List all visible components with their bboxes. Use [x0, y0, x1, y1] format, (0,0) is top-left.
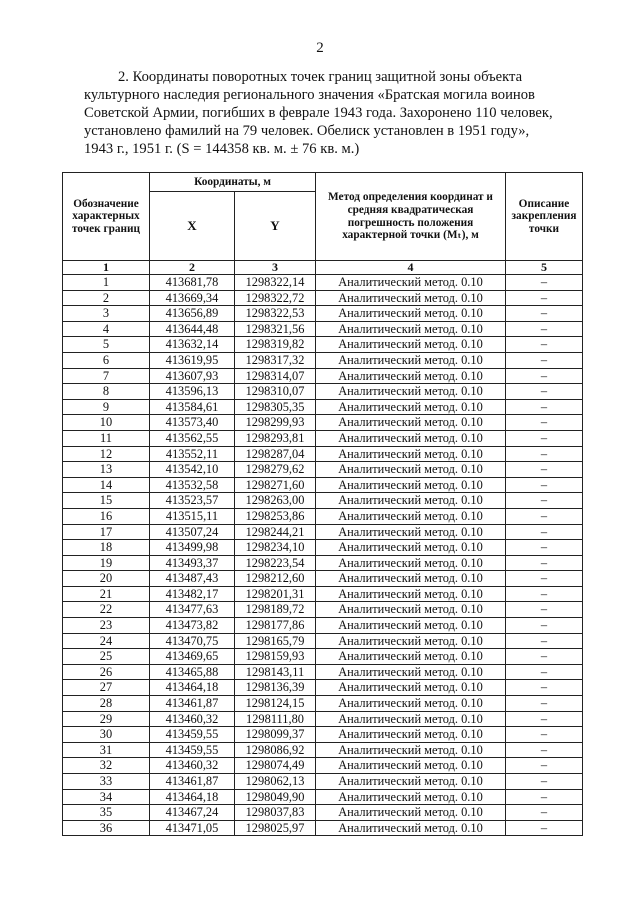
y-coordinate-cell: 1298212,60: [235, 571, 316, 587]
method-cell: Аналитический метод. 0.10: [316, 664, 506, 680]
x-coordinate-cell: 413632,14: [150, 337, 235, 353]
x-coordinate-cell: 413619,95: [150, 352, 235, 368]
y-coordinate-cell: 1298299,93: [235, 415, 316, 431]
point-number-cell: 17: [63, 524, 150, 540]
y-coordinate-cell: 1298037,83: [235, 805, 316, 821]
table-row: [63, 774, 583, 790]
description-cell: –: [506, 680, 583, 696]
x-coordinate-cell: 413487,43: [150, 571, 235, 587]
method-cell: Аналитический метод. 0.10: [316, 493, 506, 509]
point-number-cell: 10: [63, 415, 150, 431]
y-coordinate-cell: 1298099,37: [235, 727, 316, 743]
y-coordinate-cell: 1298319,82: [235, 337, 316, 353]
x-coordinate-cell: 413523,57: [150, 493, 235, 509]
x-coordinate-cell: 413461,87: [150, 696, 235, 712]
description-cell: –: [506, 275, 583, 291]
page-number: 2: [316, 40, 324, 56]
x-coordinate-cell: 413469,65: [150, 649, 235, 665]
table-row: [63, 524, 583, 540]
x-coordinate-cell: 413584,61: [150, 399, 235, 415]
point-number-cell: 31: [63, 742, 150, 758]
method-cell: Аналитический метод. 0.10: [316, 758, 506, 774]
table-row: [63, 508, 583, 524]
description-cell: –: [506, 493, 583, 509]
method-cell: Аналитический метод. 0.10: [316, 680, 506, 696]
table-row: [63, 633, 583, 649]
point-number-cell: 19: [63, 555, 150, 571]
point-number-cell: 24: [63, 633, 150, 649]
method-cell: Аналитический метод. 0.10: [316, 805, 506, 821]
table-row: [63, 352, 583, 368]
point-number-cell: 9: [63, 399, 150, 415]
description-cell: –: [506, 368, 583, 384]
method-cell: Аналитический метод. 0.10: [316, 696, 506, 712]
table-row: [63, 477, 583, 493]
point-number-cell: 11: [63, 430, 150, 446]
description-cell: –: [506, 618, 583, 634]
description-cell: –: [506, 633, 583, 649]
y-coordinate-cell: 1298271,60: [235, 477, 316, 493]
method-cell: Аналитический метод. 0.10: [316, 306, 506, 322]
method-cell: Аналитический метод. 0.10: [316, 540, 506, 556]
method-cell: Аналитический метод. 0.10: [316, 602, 506, 618]
table-row: [63, 306, 583, 322]
description-cell: –: [506, 462, 583, 478]
y-coordinate-cell: 1298234,10: [235, 540, 316, 556]
x-coordinate-cell: 413681,78: [150, 275, 235, 291]
coordinates-table: [62, 172, 583, 836]
description-cell: –: [506, 602, 583, 618]
x-coordinate-cell: 413499,98: [150, 540, 235, 556]
y-coordinate-cell: 1298124,15: [235, 696, 316, 712]
table-row: [63, 384, 583, 400]
y-coordinate-cell: 1298317,32: [235, 352, 316, 368]
paragraph-line: 2. Координаты поворотных точек границ защитной зоны объекта: [118, 69, 523, 85]
description-cell: –: [506, 446, 583, 462]
y-coordinate-cell: 1298322,53: [235, 306, 316, 322]
table-row: [63, 742, 583, 758]
method-cell: Аналитический метод. 0.10: [316, 399, 506, 415]
table-row: [63, 711, 583, 727]
table-row: [63, 368, 583, 384]
method-cell: Аналитический метод. 0.10: [316, 633, 506, 649]
description-cell: –: [506, 477, 583, 493]
y-coordinate-cell: 1298159,93: [235, 649, 316, 665]
x-coordinate-cell: 413669,34: [150, 290, 235, 306]
table-row: [63, 586, 583, 602]
x-coordinate-cell: 413607,93: [150, 368, 235, 384]
header-method: Метод определения координат и средняя квадратическая погрешность положения характерной точки (Mₜ), м: [316, 173, 506, 261]
table-row: [63, 664, 583, 680]
y-coordinate-cell: 1298111,80: [235, 711, 316, 727]
description-cell: –: [506, 789, 583, 805]
method-cell: Аналитический метод. 0.10: [316, 321, 506, 337]
method-cell: Аналитический метод. 0.10: [316, 368, 506, 384]
paragraph-line: 1943 г., 1951 г. (S = 144358 кв. м. ± 76 кв. м.): [84, 141, 360, 157]
coordinates-description-paragraph: [84, 68, 582, 158]
method-cell: Аналитический метод. 0.10: [316, 290, 506, 306]
point-number-cell: 26: [63, 664, 150, 680]
header-x: X: [150, 192, 235, 261]
point-number-cell: 7: [63, 368, 150, 384]
x-coordinate-cell: 413470,75: [150, 633, 235, 649]
y-coordinate-cell: 1298062,13: [235, 774, 316, 790]
x-coordinate-cell: 413465,88: [150, 664, 235, 680]
point-number-cell: 5: [63, 337, 150, 353]
y-coordinate-cell: 1298136,39: [235, 680, 316, 696]
method-cell: Аналитический метод. 0.10: [316, 820, 506, 836]
method-cell: Аналитический метод. 0.10: [316, 462, 506, 478]
point-number-cell: 15: [63, 493, 150, 509]
point-number-cell: 4: [63, 321, 150, 337]
table-row: [63, 462, 583, 478]
description-cell: –: [506, 290, 583, 306]
method-cell: Аналитический метод. 0.10: [316, 586, 506, 602]
description-cell: –: [506, 352, 583, 368]
table-row: [63, 321, 583, 337]
point-number-cell: 25: [63, 649, 150, 665]
description-cell: –: [506, 742, 583, 758]
table-row: [63, 727, 583, 743]
table-row: [63, 446, 583, 462]
point-number-cell: 13: [63, 462, 150, 478]
paragraph-line: установлено фамилий на 79 человек. Обелиск установлен в 1951 году»,: [84, 123, 530, 139]
method-cell: Аналитический метод. 0.10: [316, 337, 506, 353]
x-coordinate-cell: 413473,82: [150, 618, 235, 634]
point-number-cell: 22: [63, 602, 150, 618]
point-number-cell: 16: [63, 508, 150, 524]
y-coordinate-cell: 1298279,62: [235, 462, 316, 478]
y-coordinate-cell: 1298287,04: [235, 446, 316, 462]
x-coordinate-cell: 413461,87: [150, 774, 235, 790]
method-cell: Аналитический метод. 0.10: [316, 742, 506, 758]
method-cell: Аналитический метод. 0.10: [316, 415, 506, 431]
x-coordinate-cell: 413493,37: [150, 555, 235, 571]
x-coordinate-cell: 413515,11: [150, 508, 235, 524]
point-number-cell: 32: [63, 758, 150, 774]
method-cell: Аналитический метод. 0.10: [316, 508, 506, 524]
point-number-cell: 6: [63, 352, 150, 368]
y-coordinate-cell: 1298165,79: [235, 633, 316, 649]
x-coordinate-cell: 413507,24: [150, 524, 235, 540]
method-cell: Аналитический метод. 0.10: [316, 430, 506, 446]
y-coordinate-cell: 1298074,49: [235, 758, 316, 774]
point-number-cell: 14: [63, 477, 150, 493]
table-row: [63, 415, 583, 431]
header-y: Y: [235, 192, 316, 261]
header-coordinates: Координаты, м: [150, 173, 316, 192]
y-coordinate-cell: 1298310,07: [235, 384, 316, 400]
table-row: [63, 805, 583, 821]
description-cell: –: [506, 524, 583, 540]
x-coordinate-cell: 413596,13: [150, 384, 235, 400]
table-row: [63, 540, 583, 556]
table-row: [63, 758, 583, 774]
method-cell: Аналитический метод. 0.10: [316, 711, 506, 727]
y-coordinate-cell: 1298177,86: [235, 618, 316, 634]
x-coordinate-cell: 413532,58: [150, 477, 235, 493]
point-number-cell: 3: [63, 306, 150, 322]
y-coordinate-cell: 1298322,72: [235, 290, 316, 306]
table-body: [63, 275, 583, 836]
column-number: 3: [235, 261, 316, 275]
y-coordinate-cell: 1298253,86: [235, 508, 316, 524]
description-cell: –: [506, 774, 583, 790]
point-number-cell: 8: [63, 384, 150, 400]
point-number-cell: 30: [63, 727, 150, 743]
y-coordinate-cell: 1298025,97: [235, 820, 316, 836]
description-cell: –: [506, 555, 583, 571]
method-cell: Аналитический метод. 0.10: [316, 524, 506, 540]
table-row: [63, 696, 583, 712]
y-coordinate-cell: 1298314,07: [235, 368, 316, 384]
y-coordinate-cell: 1298321,56: [235, 321, 316, 337]
point-number-cell: 12: [63, 446, 150, 462]
description-cell: –: [506, 571, 583, 587]
y-coordinate-cell: 1298305,35: [235, 399, 316, 415]
table-row: [63, 680, 583, 696]
x-coordinate-cell: 413644,48: [150, 321, 235, 337]
column-number: 2: [150, 261, 235, 275]
x-coordinate-cell: 413542,10: [150, 462, 235, 478]
x-coordinate-cell: 413460,32: [150, 711, 235, 727]
method-cell: Аналитический метод. 0.10: [316, 555, 506, 571]
x-coordinate-cell: 413471,05: [150, 820, 235, 836]
column-number: 5: [506, 261, 583, 275]
method-cell: Аналитический метод. 0.10: [316, 352, 506, 368]
description-cell: –: [506, 820, 583, 836]
point-number-cell: 34: [63, 789, 150, 805]
paragraph-line: Советской Армии, погибших в феврале 1943 года. Захоронено 110 человек,: [84, 105, 553, 121]
paragraph-line: культурного наследия регионального значения «Братская могила воинов: [84, 87, 535, 103]
column-number: 4: [316, 261, 506, 275]
method-cell: Аналитический метод. 0.10: [316, 477, 506, 493]
description-cell: –: [506, 586, 583, 602]
point-number-cell: 36: [63, 820, 150, 836]
method-cell: Аналитический метод. 0.10: [316, 571, 506, 587]
table-row: [63, 649, 583, 665]
point-number-cell: 18: [63, 540, 150, 556]
description-cell: –: [506, 415, 583, 431]
y-coordinate-cell: 1298293,81: [235, 430, 316, 446]
y-coordinate-cell: 1298201,31: [235, 586, 316, 602]
point-number-cell: 35: [63, 805, 150, 821]
method-cell: Аналитический метод. 0.10: [316, 649, 506, 665]
method-cell: Аналитический метод. 0.10: [316, 774, 506, 790]
x-coordinate-cell: 413467,24: [150, 805, 235, 821]
point-number-cell: 28: [63, 696, 150, 712]
x-coordinate-cell: 413552,11: [150, 446, 235, 462]
y-coordinate-cell: 1298322,14: [235, 275, 316, 291]
x-coordinate-cell: 413482,17: [150, 586, 235, 602]
table-row: [63, 555, 583, 571]
point-number-cell: 29: [63, 711, 150, 727]
x-coordinate-cell: 413562,55: [150, 430, 235, 446]
point-number-cell: 33: [63, 774, 150, 790]
method-cell: Аналитический метод. 0.10: [316, 618, 506, 634]
point-number-cell: 21: [63, 586, 150, 602]
point-number-cell: 20: [63, 571, 150, 587]
table-row: [63, 290, 583, 306]
x-coordinate-cell: 413459,55: [150, 727, 235, 743]
point-number-cell: 27: [63, 680, 150, 696]
x-coordinate-cell: 413573,40: [150, 415, 235, 431]
header-point-designation: Обозначение характерных точек границ: [63, 173, 150, 261]
method-cell: Аналитический метод. 0.10: [316, 727, 506, 743]
description-cell: –: [506, 321, 583, 337]
y-coordinate-cell: 1298189,72: [235, 602, 316, 618]
method-cell: Аналитический метод. 0.10: [316, 446, 506, 462]
description-cell: –: [506, 805, 583, 821]
description-cell: –: [506, 664, 583, 680]
point-number-cell: 1: [63, 275, 150, 291]
y-coordinate-cell: 1298049,90: [235, 789, 316, 805]
table-row: [63, 602, 583, 618]
description-cell: –: [506, 696, 583, 712]
method-cell: Аналитический метод. 0.10: [316, 384, 506, 400]
table-row: [63, 571, 583, 587]
description-cell: –: [506, 337, 583, 353]
point-number-cell: 23: [63, 618, 150, 634]
header-description: Описание закрепления точки: [506, 173, 583, 261]
y-coordinate-cell: 1298086,92: [235, 742, 316, 758]
x-coordinate-cell: 413477,63: [150, 602, 235, 618]
column-number: 1: [63, 261, 150, 275]
description-cell: –: [506, 711, 583, 727]
method-cell: Аналитический метод. 0.10: [316, 789, 506, 805]
table-row: [63, 430, 583, 446]
table-row: [63, 789, 583, 805]
description-cell: –: [506, 430, 583, 446]
description-cell: –: [506, 508, 583, 524]
description-cell: –: [506, 649, 583, 665]
table-row: [63, 275, 583, 291]
y-coordinate-cell: 1298223,54: [235, 555, 316, 571]
x-coordinate-cell: 413459,55: [150, 742, 235, 758]
x-coordinate-cell: 413464,18: [150, 680, 235, 696]
table-row: [63, 493, 583, 509]
description-cell: –: [506, 306, 583, 322]
x-coordinate-cell: 413464,18: [150, 789, 235, 805]
method-cell: Аналитический метод. 0.10: [316, 275, 506, 291]
description-cell: –: [506, 384, 583, 400]
table-row: [63, 399, 583, 415]
y-coordinate-cell: 1298244,21: [235, 524, 316, 540]
description-cell: –: [506, 540, 583, 556]
x-coordinate-cell: 413656,89: [150, 306, 235, 322]
table-row: [63, 618, 583, 634]
y-coordinate-cell: 1298263,00: [235, 493, 316, 509]
description-cell: –: [506, 758, 583, 774]
y-coordinate-cell: 1298143,11: [235, 664, 316, 680]
description-cell: –: [506, 399, 583, 415]
table-row: [63, 820, 583, 836]
x-coordinate-cell: 413460,32: [150, 758, 235, 774]
table-row: [63, 337, 583, 353]
point-number-cell: 2: [63, 290, 150, 306]
description-cell: –: [506, 727, 583, 743]
